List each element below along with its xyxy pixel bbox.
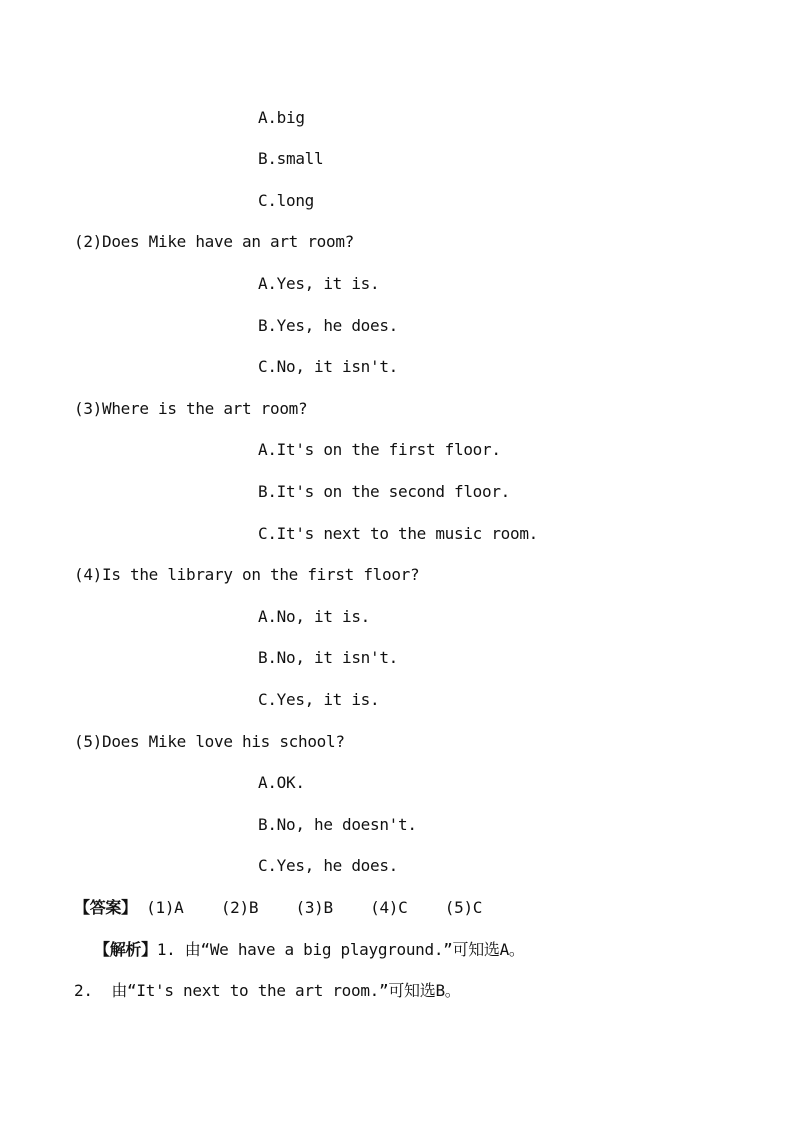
q2-option-c: C.No, it isn't. [258,357,398,376]
q3-option-a: A.It's on the first floor. [258,440,501,459]
q1-option-c: C.long [258,191,314,210]
q1-option-b: B.small [258,149,324,168]
q4-option-b: B.No, it isn't. [258,648,398,667]
answer-line [74,898,482,918]
q5-option-a: A.OK. [258,773,305,792]
q4-option-c: C.Yes, it is. [258,690,380,709]
analysis-label: 【解析】 [94,940,157,959]
q2-option-a: A.Yes, it is. [258,274,380,293]
q5-option-c: C.Yes, he does. [258,856,398,875]
answer-text: (1)A (2)B (3)B (4)C (5)C [146,898,483,917]
q2-option-b: B.Yes, he does. [258,316,398,335]
q3-option-c: C.It's next to the music room. [258,524,538,543]
q2-prompt: (2)Does Mike have an art room? [74,232,354,251]
q1-option-a: A.big [258,108,305,127]
q4-option-a: A.No, it is. [258,607,370,626]
q4-prompt: (4)Is the library on the first floor? [74,565,420,584]
q3-prompt: (3)Where is the art room? [74,399,308,418]
answer-label: 【答案】 [74,898,137,917]
q3-option-b: B.It's on the second floor. [258,482,510,501]
q5-option-b: B.No, he doesn't. [258,815,417,834]
q5-prompt: (5)Does Mike love his school? [74,732,345,751]
analysis-line-1 [94,940,525,960]
analysis-line-2: 2. 由“It's next to the art room.”可知选B。 [74,981,461,1000]
analysis-text-1: 1. 由“We have a big playground.”可知选A。 [156,940,525,959]
